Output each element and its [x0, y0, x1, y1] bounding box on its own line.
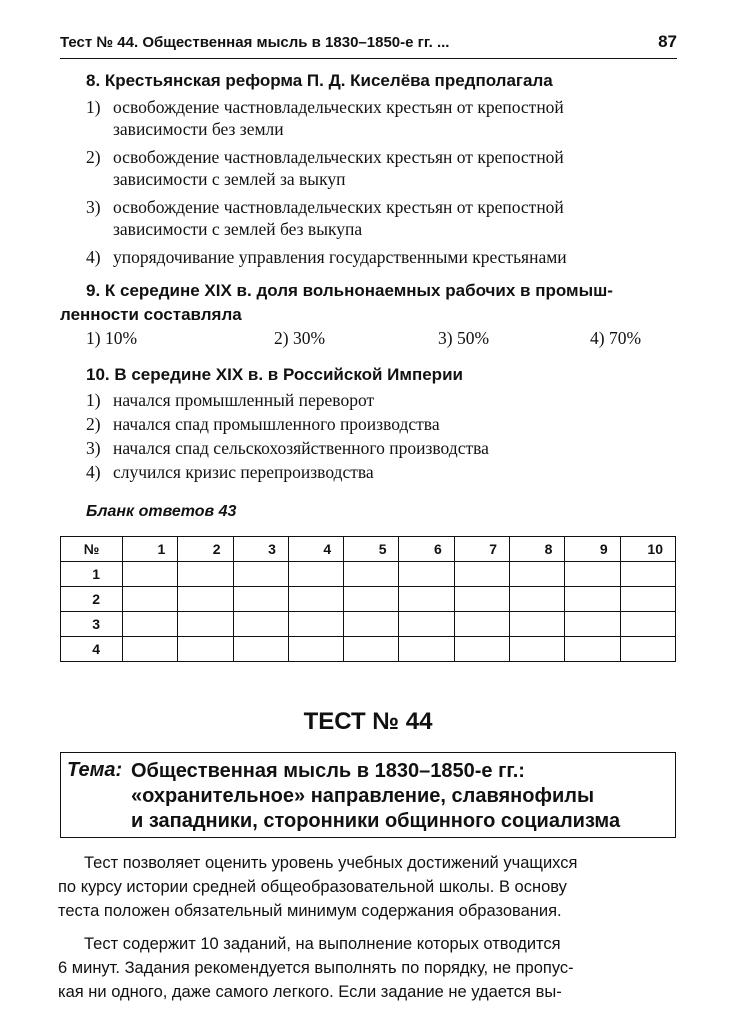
answer-sheet-col-header: 6: [399, 537, 454, 562]
answer-sheet-table: [60, 536, 676, 662]
question-9-option-2: 2) 30%: [274, 328, 326, 348]
answer-sheet-row-label: 1: [61, 562, 123, 587]
question-10-option-2: 2) начался спад промышленного производства: [86, 414, 440, 434]
answer-cell[interactable]: [399, 587, 454, 612]
answer-sheet-title: Бланк ответов 43: [86, 503, 237, 520]
answer-cell[interactable]: [510, 587, 565, 612]
answer-cell[interactable]: [454, 637, 509, 662]
answer-cell[interactable]: [565, 562, 620, 587]
intro-paragraph-2: Тест содержит 10 заданий, на выполнение которых отводится 6 минут. Задания рекомендуется выполнять по порядку, не пропус- кая ни одного, даже самого легкого. Если задание не удается вы-: [58, 935, 574, 1001]
header-title: Тест № 44. Общественная мысль в 1830–1850-е гг. ...: [60, 34, 450, 51]
page-header: [60, 30, 677, 59]
answer-cell[interactable]: [454, 587, 509, 612]
answer-cell[interactable]: [565, 637, 620, 662]
answer-cell[interactable]: [344, 562, 399, 587]
answer-cell[interactable]: [344, 587, 399, 612]
question-8-option-3: 3) освобождение частновладельческих крестьян от крепостной зависимости с землей без выкупа: [86, 197, 564, 239]
question-10-option-1: 1) начался промышленный переворот: [86, 390, 375, 410]
answer-sheet-col-header: 5: [344, 537, 399, 562]
answer-sheet-col-header: 2: [178, 537, 233, 562]
question-9-option-3: 3) 50%: [438, 328, 490, 348]
answer-cell[interactable]: [620, 612, 675, 637]
answer-cell[interactable]: [620, 562, 675, 587]
answer-cell[interactable]: [399, 562, 454, 587]
topic-line: Общественная мысль в 1830–1850-е гг.:: [131, 760, 525, 782]
answer-sheet-col-header: 4: [288, 537, 343, 562]
topic-label: Тема:: [67, 759, 123, 781]
answer-cell[interactable]: [399, 637, 454, 662]
question-9-title-line-2: ленности составляла: [60, 305, 242, 324]
question-10-option-3: 3) начался спад сельскохозяйственного производства: [86, 438, 489, 458]
answer-cell[interactable]: [344, 612, 399, 637]
answer-cell[interactable]: [288, 612, 343, 637]
answer-sheet-col-header: 10: [620, 537, 675, 562]
answer-cell[interactable]: [565, 587, 620, 612]
answer-cell[interactable]: [454, 612, 509, 637]
answer-sheet-col-header: 1: [123, 537, 178, 562]
topic-line: «охранительное» направление, славянофилы: [131, 785, 595, 807]
question-9-title-line-1: 9. К середине XIX в. доля вольнонаемных рабочих в промыш-: [86, 281, 613, 300]
answer-cell[interactable]: [620, 637, 675, 662]
answer-cell[interactable]: [123, 637, 178, 662]
answer-cell[interactable]: [123, 612, 178, 637]
question-10-option-4: 4) случился кризис перепроизводства: [86, 462, 374, 482]
answer-cell[interactable]: [178, 562, 233, 587]
answer-sheet-row: [61, 562, 676, 587]
test-title: ТЕСТ № 44: [303, 708, 433, 735]
answer-cell[interactable]: [288, 562, 343, 587]
topic-line: и западники, сторонники общинного социализма: [131, 810, 621, 832]
answer-cell[interactable]: [178, 612, 233, 637]
question-10-title: 10. В середине XIX в. в Российской Империи: [86, 365, 463, 384]
answer-cell[interactable]: [288, 637, 343, 662]
answer-sheet-row-label: 2: [61, 587, 123, 612]
answer-cell[interactable]: [399, 612, 454, 637]
answer-cell[interactable]: [233, 612, 288, 637]
answer-cell[interactable]: [344, 637, 399, 662]
answer-cell[interactable]: [510, 562, 565, 587]
answer-cell[interactable]: [454, 562, 509, 587]
answer-cell[interactable]: [233, 587, 288, 612]
answer-sheet-corner: №: [61, 537, 123, 562]
question-9-option-4: 4) 70%: [590, 328, 642, 348]
answer-sheet-col-header: 3: [233, 537, 288, 562]
page-number: 87: [658, 32, 677, 51]
answer-sheet-row: [61, 637, 676, 662]
answer-cell[interactable]: [123, 587, 178, 612]
answer-cell[interactable]: [565, 612, 620, 637]
answer-sheet-col-header: 8: [510, 537, 565, 562]
topic-box: [60, 752, 676, 838]
question-8-option-1: 1) освобождение частновладельческих крестьян от крепостной зависимости без земли: [86, 97, 564, 139]
answer-cell[interactable]: [620, 587, 675, 612]
answer-cell[interactable]: [510, 612, 565, 637]
question-8-option-2: 2) освобождение частновладельческих крестьян от крепостной зависимости с землей за выкуп: [86, 147, 564, 189]
answer-sheet-header-row: [61, 537, 676, 562]
answer-cell[interactable]: [233, 637, 288, 662]
question-8-option-4: 4) упорядочивание управления государственными крестьянами: [86, 247, 567, 267]
answer-cell[interactable]: [123, 562, 178, 587]
answer-sheet-row: [61, 612, 676, 637]
answer-cell[interactable]: [233, 562, 288, 587]
answer-cell[interactable]: [510, 637, 565, 662]
answer-cell[interactable]: [178, 637, 233, 662]
intro-paragraph-1: Тест позволяет оценить уровень учебных достижений учащихся по курсу истории средней общеобразовательной школы. В основу теста положен обязательный минимум содержания образования.: [58, 854, 578, 920]
answer-sheet-col-header: 7: [454, 537, 509, 562]
answer-sheet-col-header: 9: [565, 537, 620, 562]
question-9-option-1: 1) 10%: [86, 328, 138, 348]
question-8-title: 8. Крестьянская реформа П. Д. Киселёва предполагала: [86, 71, 553, 90]
answer-sheet-row-label: 3: [61, 612, 123, 637]
answer-sheet-row-label: 4: [61, 637, 123, 662]
answer-cell[interactable]: [288, 587, 343, 612]
answer-sheet-row: [61, 587, 676, 612]
answer-cell[interactable]: [178, 587, 233, 612]
